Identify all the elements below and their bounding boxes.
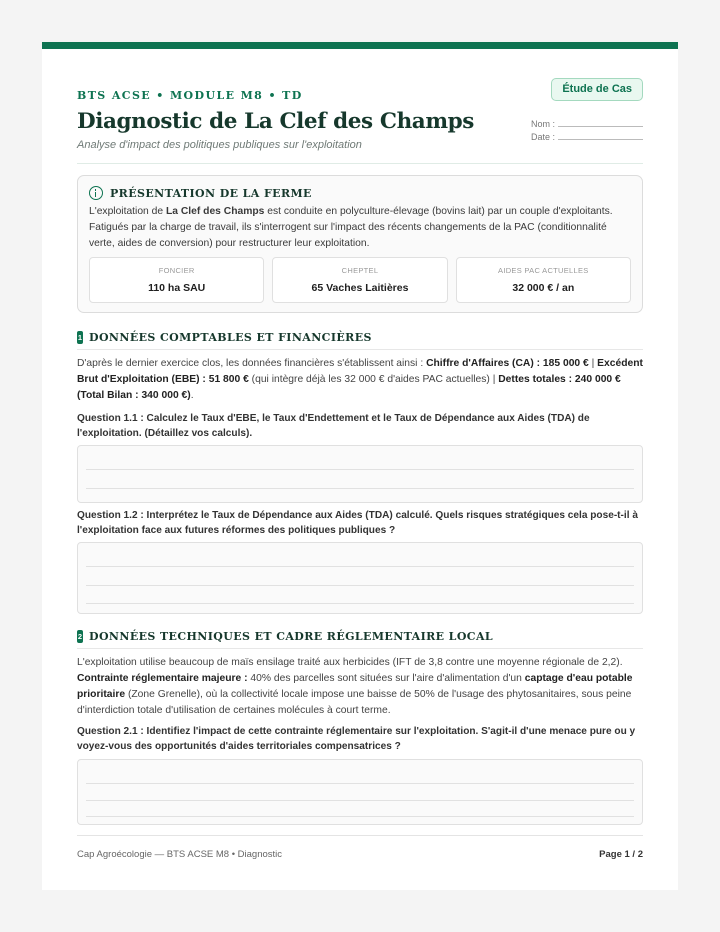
header-divider xyxy=(77,163,643,164)
revenue-value: Chiffre d'Affaires (CA) : 185 000 € xyxy=(426,358,589,369)
date-label: Date : xyxy=(531,132,556,142)
text-run: 40% des parcelles sont situées sur l'aire d'alimentation d'un xyxy=(247,673,525,684)
ruled-line xyxy=(86,585,634,586)
stat-label: FONCIER xyxy=(158,266,195,275)
presentation-title: PRÉSENTATION DE LA FERME xyxy=(110,186,312,200)
ruled-line xyxy=(86,783,634,784)
constraint-label: Contrainte réglementaire majeure : xyxy=(77,673,248,684)
stat-value: 32 000 € / an xyxy=(512,282,575,294)
page-subtitle: Analyse d'impact des politiques publiques sur l'exploitation xyxy=(77,139,362,151)
water-catchment-term: captage d'eau potable prioritaire xyxy=(77,673,633,700)
text-run: D'après le dernier exercice clos, les données financières s'établissent ainsi : xyxy=(77,358,427,369)
stat-value: 65 Vaches Laitières xyxy=(311,282,409,294)
text-run: L'exploitation utilise beaucoup de maïs ensilage traité aux herbicides (IFT de 3,8 contre une moyenne régionale de 2,2). xyxy=(77,657,623,668)
presentation-text-end: est conduite en polyculture-élevage (bovins lait) par un couple d'exploitants. Fatigués par la charge de travail, ils s'interrogent sur l'impact des récents changements de la PAC (conditionnalité verte, aides de conversion) pour restructurer leur exploitation. xyxy=(89,206,613,249)
ebe-value: Excédent Brut d'Exploitation (EBE) : 51 800 € xyxy=(77,358,643,385)
answer-box-2-1[interactable] xyxy=(77,759,643,825)
footer-course: Cap Agroécologie — BTS ACSE M8 • Diagnostic xyxy=(77,849,283,860)
page-title: Diagnostic de La Clef des Champs xyxy=(77,109,475,134)
worksheet-page xyxy=(42,42,678,890)
ruled-line xyxy=(86,566,634,567)
text-run: . xyxy=(190,390,194,401)
presentation-text xyxy=(89,204,631,252)
farm-name: La Clef des Champs xyxy=(165,206,265,217)
farm-stats xyxy=(89,257,631,303)
stat-label: AIDES PAC ACTUELLES xyxy=(498,266,589,275)
question-1-1: Question 1.1 : Calculez le Taux d'EBE, le Taux d'Endettement et le Taux de Dépendance aux Aides (TDA) de l'exploitation. (Détaillez vos calculs). xyxy=(77,413,590,439)
stat-label: CHEPTEL xyxy=(341,266,379,275)
section-2-heading xyxy=(77,630,643,649)
section-number-badge: 1 xyxy=(77,333,83,342)
info-circle-icon xyxy=(89,186,103,200)
stat-card-herd xyxy=(272,257,447,303)
page-content xyxy=(77,49,643,890)
section-title: DONNÉES COMPTABLES ET FINANCIÈRES xyxy=(89,331,372,344)
section-1-heading xyxy=(77,331,643,350)
course-kicker: BTS ACSE • MODULE M8 • TD xyxy=(77,89,303,102)
date-line[interactable] xyxy=(558,139,643,140)
stat-card-pac-aid xyxy=(456,257,631,303)
answer-box-1-2[interactable] xyxy=(77,542,643,614)
debt-value: Dettes totales : 240 000 € (Total Bilan : 340 000 €) xyxy=(77,374,621,401)
text-run: | xyxy=(588,358,598,369)
ruled-line xyxy=(86,816,634,817)
financial-data-paragraph xyxy=(77,356,643,404)
answer-box-1-1[interactable] xyxy=(77,445,643,503)
name-label: Nom : xyxy=(531,119,556,129)
farm-presentation-box xyxy=(77,175,643,313)
presentation-heading xyxy=(89,186,312,200)
stat-card-land xyxy=(89,257,264,303)
name-field[interactable] xyxy=(531,116,643,129)
question-1-2: Question 1.2 : Interprétez le Taux de Dépendance aux Aides (TDA) calculé. Quels risques stratégiques cela pose-t-il à l'exploitation face aux futures réformes des politiques publiques ? xyxy=(77,510,638,536)
section-title: DONNÉES TECHNIQUES ET CADRE RÉGLEMENTAIRE LOCAL xyxy=(89,630,494,643)
ruled-line xyxy=(86,800,634,801)
ruled-line xyxy=(86,469,634,470)
page-number: Page 1 / 2 xyxy=(599,849,643,860)
section-number-badge: 2 xyxy=(77,632,83,641)
student-fields xyxy=(531,116,643,142)
regulatory-paragraph xyxy=(77,655,643,719)
case-study-badge: Étude de Cas xyxy=(551,78,643,101)
question-2-1: Question 2.1 : Identifiez l'impact de cette contrainte réglementaire sur l'exploitation. S'agit-il d'une menace pure ou y voyez-vous des opportunités d'aides territoriales compensatrices ? xyxy=(77,726,636,752)
ruled-line xyxy=(86,488,634,489)
date-field[interactable] xyxy=(531,129,643,142)
presentation-text-start: L'exploitation de xyxy=(89,206,166,217)
stat-value: 110 ha SAU xyxy=(148,282,206,294)
text-run: (Zone Grenelle), où la collectivité locale impose une baisse de 50% de l'usage des phytosanitaires, sous peine d'interdiction totale d'utilisation de certaines molécules à court terme. xyxy=(77,689,632,716)
ruled-line xyxy=(86,603,634,604)
footer-divider xyxy=(77,835,643,836)
name-line[interactable] xyxy=(558,126,643,127)
text-run: (qui intègre déjà les 32 000 € d'aides PAC actuelles) | xyxy=(248,374,499,385)
